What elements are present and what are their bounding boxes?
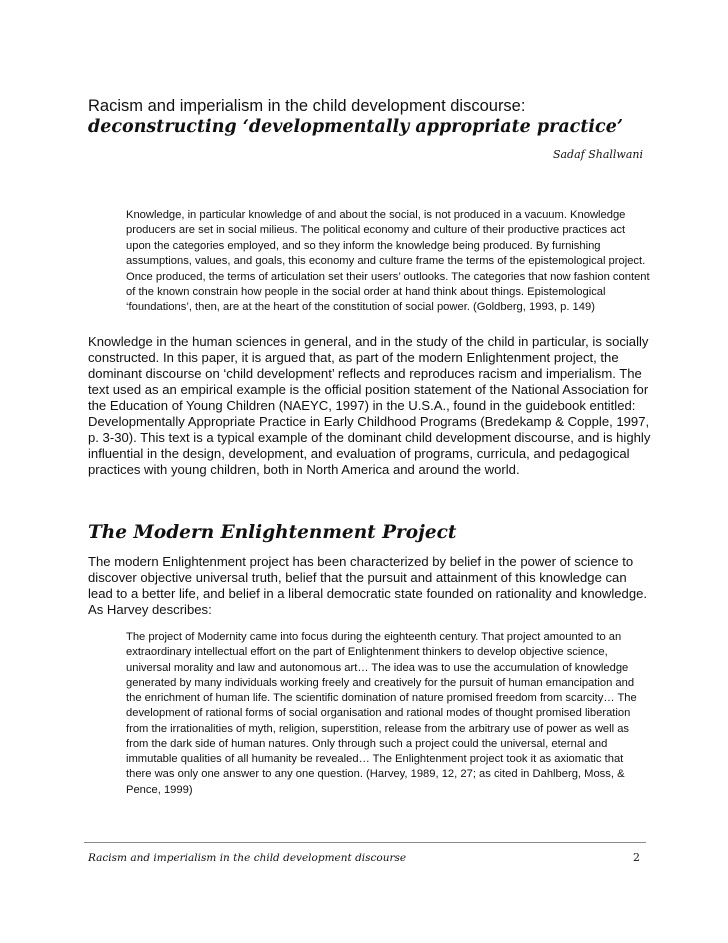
section-paragraph: The modern Enlightenment project has been characterized by belief in the power of science to discover objective universal truth, belief that the pursuit and attainment of this knowledge can lead to a better life, and belief in a liberal democratic state founded on rationality and knowledge. As Harvey describes: xyxy=(88,554,648,617)
epigraph-block-quote: Knowledge, in particular knowledge of and about the social, is not produced in a vacuum. Knowledge producers are set in social milieus. The political economy and culture of their productive practices act upon the categories employed, and so they inform the knowledge being produced. By furnishing assumptions, values, and goals, this economy and culture frame the terms of the epistemological project. Once produced, the terms of articulation set their users’ outlooks. The categories that now fashion content of the known constrain how people in the social order at hand think about things. Epistemological ‘foundations’, then, are at the heart of the constitution of social power. (Goldberg, 1993, p. 149) xyxy=(126,209,650,314)
page-number: 2 xyxy=(633,851,640,864)
intro-paragraph: Knowledge in the human sciences in general, and in the study of the child in particular, is socially constructed. In this paper, it is argued that, as part of the modern Enlightenment project, the dominant discourse on ‘child development’ reflects and reproduces racism and imperialism. The text used as an empirical example is the official position statement of the National Association for the Education of Young Children (NAEYC, 1997) in the U.S.A., found in the guidebook entitled: Developmentally Appropriate Practice in Early Childhood Programs (Bredekamp & Copple, 1997, p. 3-30). This text is a typical example of the dominant child development discourse, and is highly influential in the design, development, and evaluation of programs, curricula, and pedagogical practices with young children, both in North America and around the world. xyxy=(88,334,651,477)
document-title: Racism and imperialism in the child development discourse: xyxy=(88,97,526,115)
author-name: Sadaf Shallwani xyxy=(552,148,643,161)
document-subtitle: deconstructing ‘developmentally appropriate practice’ xyxy=(88,117,623,137)
footer-divider xyxy=(84,842,646,843)
section-heading: The Modern Enlightenment Project xyxy=(88,522,457,543)
footer-running-title: Racism and imperialism in the child development discourse xyxy=(88,852,407,864)
harvey-block-quote: The project of Modernity came into focus during the eighteenth century. That project amounted to an extraordinary intellectual effort on the part of Enlightenment thinkers to develop objective science, universal morality and law and autonomous art… The idea was to use the accumulation of knowledge generated by many individuals working freely and creatively for the pursuit of human emancipation and the enrichment of human life. The scientific domination of nature promised freedom from scarcity… The development of rational forms of social organisation and rational modes of thought promised liberation from the irrationalities of myth, religion, superstition, release from the arbitrary use of power as well as from the dark side of human natures. Only through such a project could the universal, eternal and immutable qualities of all humanity be revealed… The Enlightenment project took it as axiomatic that there was only one answer to any one question. (Harvey, 1989, 12, 27; as cited in Dahlberg, Moss, & Pence, 1999) xyxy=(126,631,637,796)
